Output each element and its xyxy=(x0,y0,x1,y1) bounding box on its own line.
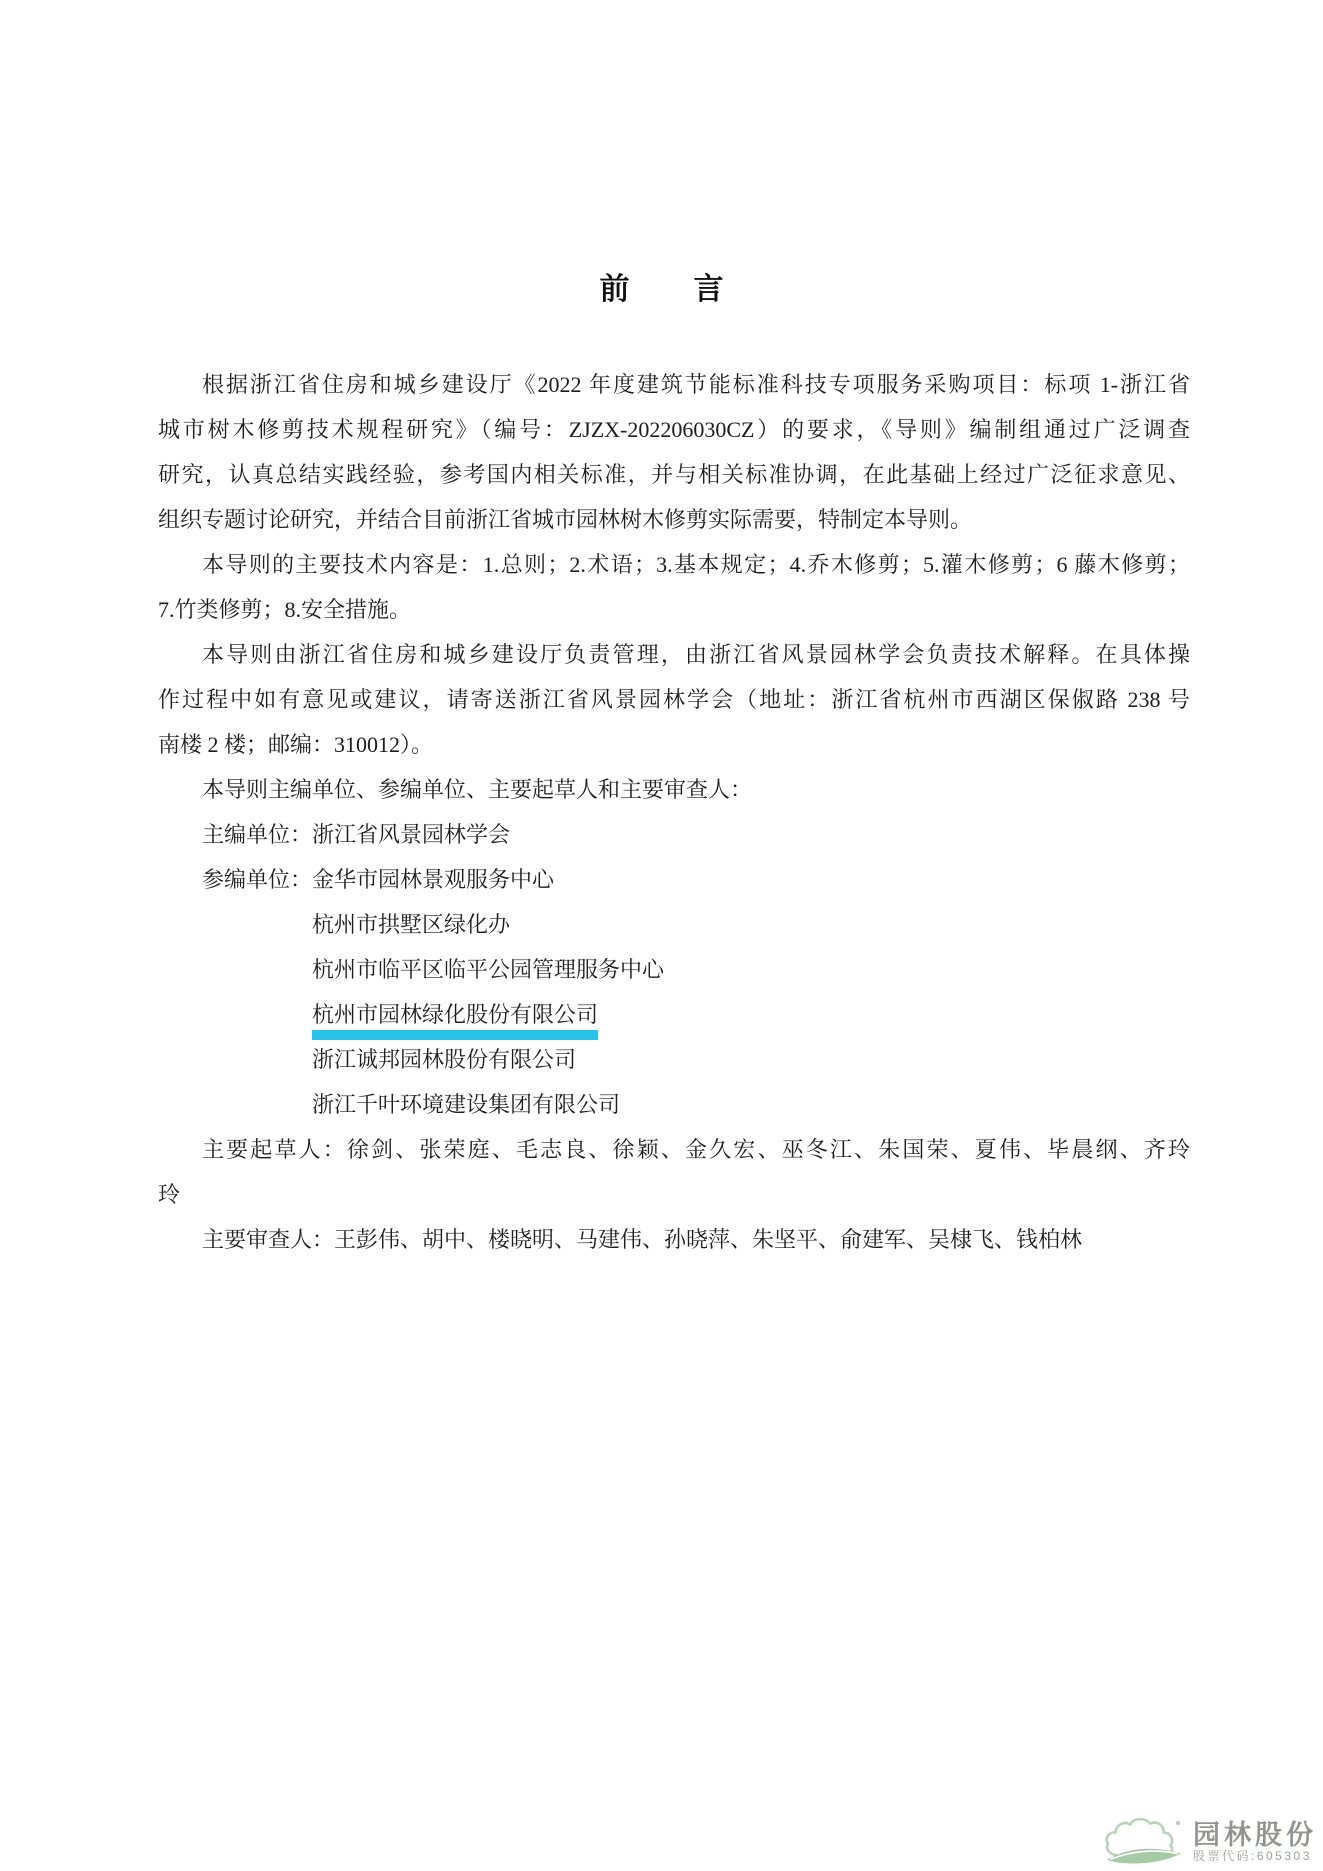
participating-unit-line: 浙江千叶环境建设集团有限公司 xyxy=(312,1092,621,1117)
technical-contents-line: 7.竹类修剪；8.安全措施。 xyxy=(158,597,412,622)
document-body xyxy=(158,362,1190,1262)
intro-paragraph-line: 城市树木修剪技术规程研究》（编号：ZJZX-202206030CZ）的要求，《导则》编制组通过广泛调查 xyxy=(158,417,1190,442)
logo-name: 园林股份 xyxy=(1193,1820,1317,1850)
highlighted-participating-unit-line xyxy=(158,992,1190,1037)
units-intro-line: 本导则主编单位、参编单位、主要起草人和主要审查人： xyxy=(202,777,753,802)
intro-paragraph-line: 组织专题讨论研究，并结合目前浙江省城市园林树木修剪实际需要，特制定本导则。 xyxy=(158,507,973,532)
stock-code-caption: 股票代码:605303 xyxy=(1193,1849,1312,1863)
management-paragraph-line: 作过程中如有意见或建议，请寄送浙江省风景园林学会（地址：浙江省杭州市西湖区保俶路 238 号 xyxy=(158,687,1190,712)
logo-text-block xyxy=(1193,1821,1317,1866)
management-paragraph-line: 本导则由浙江省住房和城乡建设厅负责管理，由浙江省风景园林学会负责技术解释。在具体操 xyxy=(202,642,1190,667)
drafters-line: 主要起草人：徐剑、张荣庭、毛志良、徐颖、金久宏、巫冬江、朱国荣、夏伟、毕晨纲、齐玲 xyxy=(202,1137,1190,1162)
title-char-2: 言 xyxy=(693,273,724,306)
company-logo xyxy=(1101,1816,1317,1866)
reviewers-line: 主要审查人：王彭伟、胡中、楼晓明、马建伟、孙晓萍、朱坚平、俞建军、吴棣飞、钱柏林 xyxy=(202,1227,1083,1252)
participating-unit-line: 杭州市临平区临平公园管理服务中心 xyxy=(312,957,665,982)
chief-editor-unit-line: 主编单位：浙江省风景园林学会 xyxy=(202,822,511,847)
drafters-continuation-line: 玲 xyxy=(158,1182,181,1207)
management-paragraph-line: 南楼 2 楼；邮编：310012）。 xyxy=(158,732,434,757)
technical-contents-line: 本导则的主要技术内容是：1.总则；2.术语；3.基本规定；4.乔木修剪；5.灌木修剪；6 藤木修剪； xyxy=(202,552,1190,577)
intro-paragraph-line: 研究，认真总结实践经验，参考国内相关标准，并与相关标准协调，在此基础上经过广泛征求意见、 xyxy=(158,462,1190,487)
page-title xyxy=(0,262,1323,318)
participating-units-first-line: 参编单位：金华市园林景观服务中心 xyxy=(202,867,555,892)
title-char-1: 前 xyxy=(599,273,630,306)
participating-unit-line: 杭州市拱墅区绿化办 xyxy=(312,912,511,937)
highlighted-company-name: 杭州市园林绿化股份有限公司 xyxy=(312,1001,598,1040)
participating-unit-line: 浙江诚邦园林股份有限公司 xyxy=(312,1047,577,1072)
intro-paragraph-line: 根据浙江省住房和城乡建设厅《2022 年度建筑节能标准科技专项服务采购项目：标项 1-浙江省 xyxy=(202,372,1190,397)
tree-cloud-leaf-icon xyxy=(1101,1816,1185,1866)
